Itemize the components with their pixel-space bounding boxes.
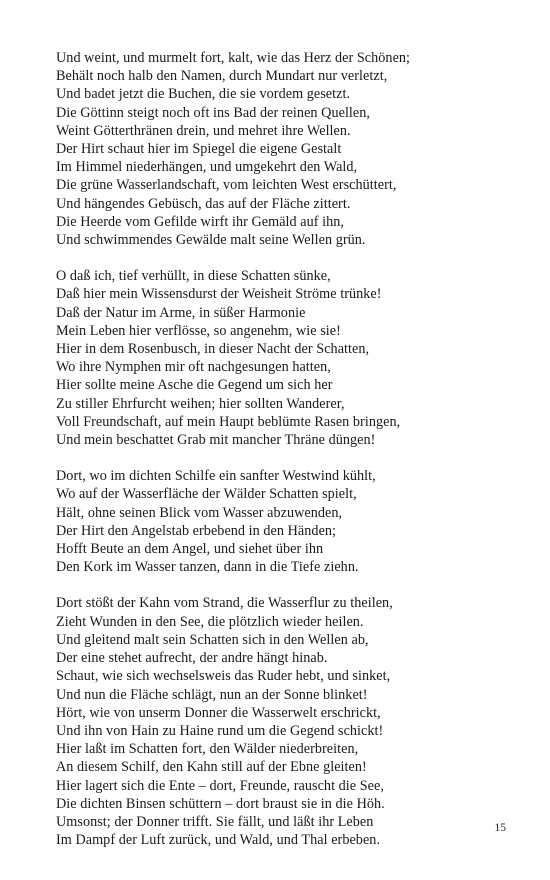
poem-line: Die grüne Wasserlandschaft, vom leichten West erschüttert, bbox=[56, 177, 397, 194]
poem-line: Schaut, wie sich wechselsweis das Ruder hebt, und sinket, bbox=[56, 668, 391, 685]
poem-line: Der Hirt schaut hier im Spiegel die eigene Gestalt bbox=[56, 141, 342, 158]
poem-line: Daß der Natur im Arme, in süßer Harmonie bbox=[56, 304, 306, 321]
poem-line: Im Himmel niederhängen, und umgekehrt den Wald, bbox=[56, 159, 358, 176]
poem-line: Hier laßt im Schatten fort, den Wälder niederbreiten, bbox=[56, 741, 359, 758]
poem-line: Hält, ohne seinen Blick vom Wasser abzuwenden, bbox=[56, 504, 343, 521]
stanza bbox=[56, 49, 516, 249]
poem-line: Wo auf der Wasserfläche der Wälder Schatten spielt, bbox=[56, 486, 357, 503]
poem-line: Zieht Wunden in den See, die plötzlich wieder heilen. bbox=[56, 613, 364, 630]
poem-line: Behält noch halb den Namen, durch Mundart nur verletzt, bbox=[56, 68, 388, 85]
poem-line: Hier lagert sich die Ente – dort, Freunde, rauscht die See, bbox=[56, 777, 384, 794]
poem-line: Und gleitend malt sein Schatten sich in den Wellen ab, bbox=[56, 631, 369, 648]
poem-line: Dort stößt der Kahn vom Strand, die Wasserflur zu theilen, bbox=[56, 595, 393, 612]
poem-line: Hört, wie von unserm Donner die Wasserwelt erschrickt, bbox=[56, 704, 381, 721]
poem-line: Hofft Beute an dem Angel, und siehet über ihn bbox=[56, 541, 324, 558]
poem-line: Und badet jetzt die Buchen, die sie vordem gesetzt. bbox=[56, 86, 351, 103]
poem-line: Wo ihre Nymphen mir oft nachgesungen hatten, bbox=[56, 359, 331, 376]
poem-line: O daß ich, tief verhüllt, in diese Schatten sünke, bbox=[56, 268, 331, 285]
poem-line: Der Hirt den Angelstab erbebend in den Händen; bbox=[56, 522, 337, 539]
stanza bbox=[56, 594, 516, 849]
poem-line: Der eine stehet aufrecht, der andre hängt hinab. bbox=[56, 650, 328, 667]
poem-line: Mein Leben hier verflösse, so angenehm, wie sie! bbox=[56, 322, 341, 339]
poem-line: Und schwimmendes Gewälde malt seine Wellen grün. bbox=[56, 232, 366, 249]
poem-line: Zu stiller Ehrfurcht weihen; hier sollten Wanderer, bbox=[56, 395, 345, 412]
poem-line: Und weint, und murmelt fort, kalt, wie das Herz der Schönen; bbox=[56, 50, 411, 66]
poem-line: Die Göttinn steigt noch oft ins Bad der reinen Quellen, bbox=[56, 104, 371, 121]
poem-line: Dort, wo im dichten Schilfe ein sanfter Westwind kühlt, bbox=[56, 468, 376, 485]
stanza bbox=[56, 267, 516, 449]
poem-line: An diesem Schilf, den Kahn still auf der Ebne gleiten! bbox=[56, 759, 367, 776]
poem-line: Voll Freundschaft, auf mein Haupt beblümte Rasen bringen, bbox=[56, 413, 401, 430]
poem-line: Und ihn von Hain zu Haine rund um die Gegend schickt! bbox=[56, 722, 384, 739]
poem-line: Die Heerde vom Gefilde wirft ihr Gemäld auf ihn, bbox=[56, 213, 345, 230]
poem-line: Hier in dem Rosenbusch, in dieser Nacht der Schatten, bbox=[56, 341, 370, 358]
stanza bbox=[56, 467, 516, 576]
poem-line: Im Dampf der Luft zurück, und Wald, und Thal erbeben. bbox=[56, 832, 381, 849]
poem-line: Und nun die Fläche schlägt, nun an der Sonne blinket! bbox=[56, 686, 368, 703]
poem-line: Die dichten Binsen schüttern – dort braust sie in die Höh. bbox=[56, 795, 385, 812]
poem-line: Und mein beschattet Grab mit mancher Thräne düngen! bbox=[56, 432, 376, 449]
page-number: 15 bbox=[494, 822, 506, 834]
poem-line: Daß hier mein Wissensdurst der Weisheit Ströme trünke! bbox=[56, 286, 382, 303]
poem-body bbox=[56, 49, 516, 867]
poem-line: Den Kork im Wasser tanzen, dann in die Tiefe ziehn. bbox=[56, 559, 359, 576]
poem-line: Hier sollte meine Asche die Gegend um sich her bbox=[56, 377, 333, 394]
poem-line: Und hängendes Gebüsch, das auf der Fläche zittert. bbox=[56, 195, 351, 212]
poem-line: Umsonst; der Donner trifft. Sie fällt, und läßt ihr Leben bbox=[56, 813, 374, 830]
poem-line: Weint Götterthränen drein, und mehret ihre Wellen. bbox=[56, 122, 351, 139]
